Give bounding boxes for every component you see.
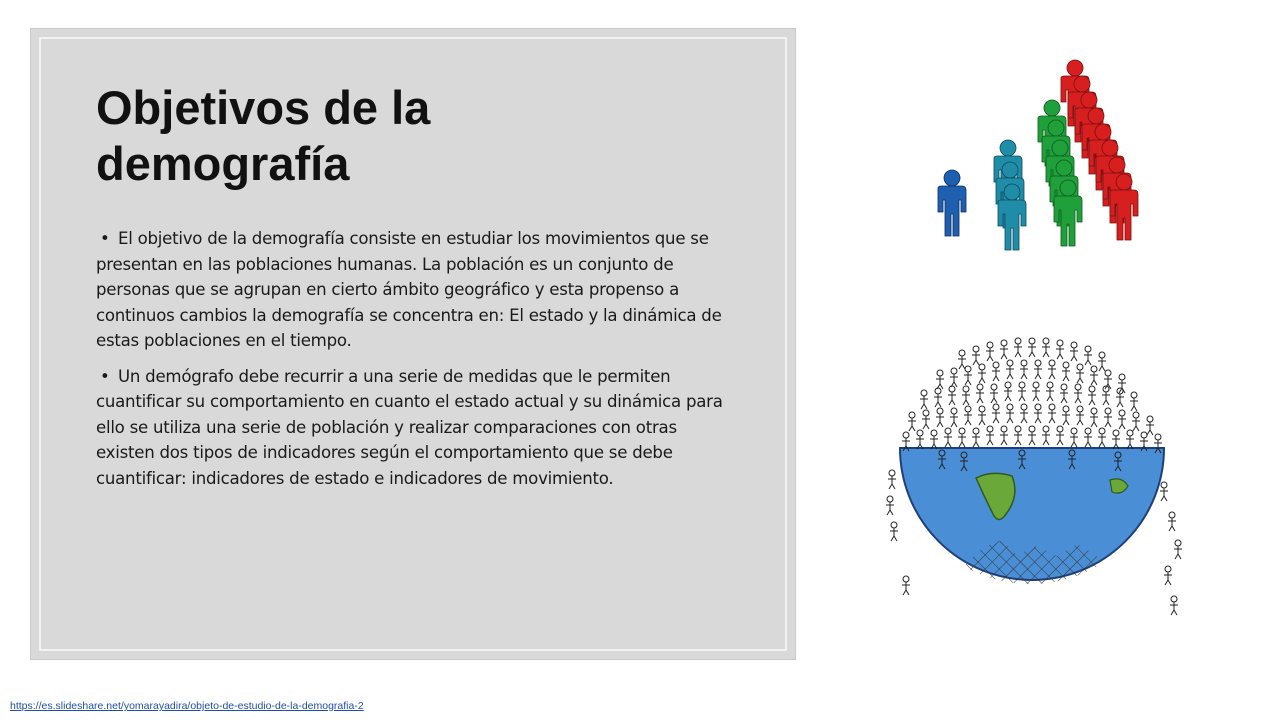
- bullet-text: El objetivo de la demografía consiste en estudiar los movimientos que se presentan en las poblaciones humanas. La población es un conjunto de personas que se agrupan en cierto ámbito geográfico y esta propenso a continuos cambios la demografía se concentra en: El estado y la dinámica de estas poblaciones en el tiempo.: [96, 229, 722, 350]
- bullet-item: [96, 364, 726, 492]
- slide-title: Objetivos de la demografía: [96, 81, 431, 190]
- blue-figure: [938, 170, 966, 236]
- globe-people-image: [872, 300, 1192, 640]
- bullet-text: Un demógrafo debe recurrir a una serie de medidas que le permiten cuantificar su comportamiento en cuanto el estado actual y su dinámica para ello se utiliza una serie de población y realizar comparaciones con otras existen dos tipos de indicadores según el comportamiento que se debe cuantificar: indicadores de estado e indicadores de movimiento.: [96, 366, 723, 488]
- population-figures-image: [912, 28, 1172, 276]
- source-link[interactable]: https://es.slideshare.net/yomarayadira/objeto-de-estudio-de-la-demografia-2: [10, 700, 364, 712]
- bullet-item: [96, 226, 726, 354]
- teal-figures: [994, 140, 1026, 250]
- slide-body: [96, 226, 726, 501]
- bullet-marker: •: [100, 229, 110, 248]
- bullet-marker: •: [100, 366, 110, 386]
